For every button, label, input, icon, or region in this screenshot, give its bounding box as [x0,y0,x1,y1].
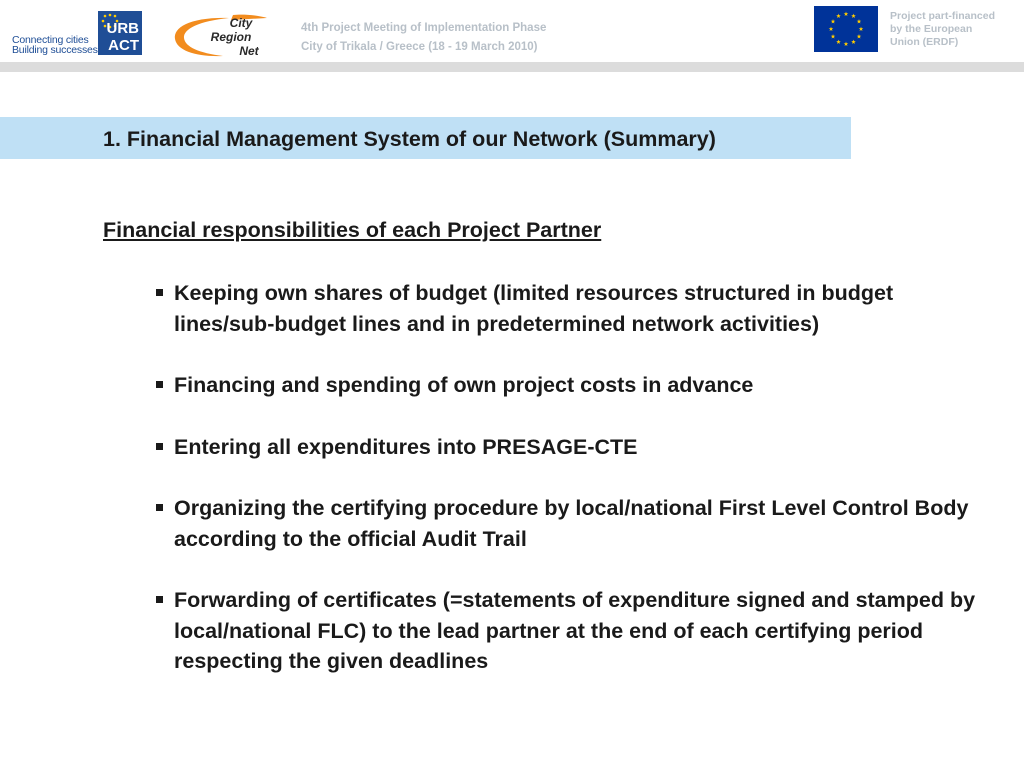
header-divider [0,62,1024,72]
square-bullet-icon [156,504,163,511]
meeting-title: 4th Project Meeting of Implementation Phase [301,22,547,34]
bullet-item [155,493,995,554]
bullet-text: Keeping own shares of budget (limited resources structured in budget lines/sub-budget lines and in predetermined network activities) [174,281,894,336]
square-bullet-icon [156,443,163,450]
tagline-line-1: Connecting cities [12,34,89,46]
bullet-item [155,370,995,401]
eu-funding-line-2: by the European [890,23,973,35]
bullet-item [155,432,995,463]
slide-header [0,0,1024,62]
eu-funding-line-1: Project part-financed [890,10,996,22]
urbact-logo-text-2: ACT [108,37,139,54]
connecting-cities-tagline [12,35,98,55]
eu-funding-note [890,10,995,49]
meeting-location: City of Trikala / Greece (18 - 19 March 2010) [301,41,538,53]
bullet-item [155,278,995,339]
bullet-text: Forwarding of certificates (=statements of expenditure signed and stamped by local/national FLC) to the lead partner at the end of each certifying period respecting the given deadlines [174,588,976,673]
square-bullet-icon [156,289,163,296]
tagline-line-2: Building successes [12,44,98,56]
bullet-text: Financing and spending of own project costs in advance [174,373,754,397]
square-bullet-icon [156,596,163,603]
urbact-logo [98,11,142,55]
citynet-logo-text-3: Net [239,44,259,58]
eu-flag-icon [814,6,878,52]
citynet-logo-text-2: Region [210,30,252,44]
eu-funding-line-3: Union (ERDF) [890,36,959,48]
urbact-logo-text-1: URB [106,20,139,37]
slide-title: 1. Financial Management System of our Network (Summary) [103,127,716,151]
bullet-item [155,585,995,677]
citynet-logo-text-1: City [229,16,253,30]
bullet-list [155,278,995,708]
meeting-info [301,19,546,57]
bullet-text: Entering all expenditures into PRESAGE-CTE [174,434,638,459]
section-heading: Financial responsibilities of each Project Partner [103,218,602,242]
square-bullet-icon [156,381,163,388]
bullet-text: Organizing the certifying procedure by local/national First Level Control Body according to the official Audit Trail [174,496,969,551]
city-region-net-logo [171,11,271,59]
